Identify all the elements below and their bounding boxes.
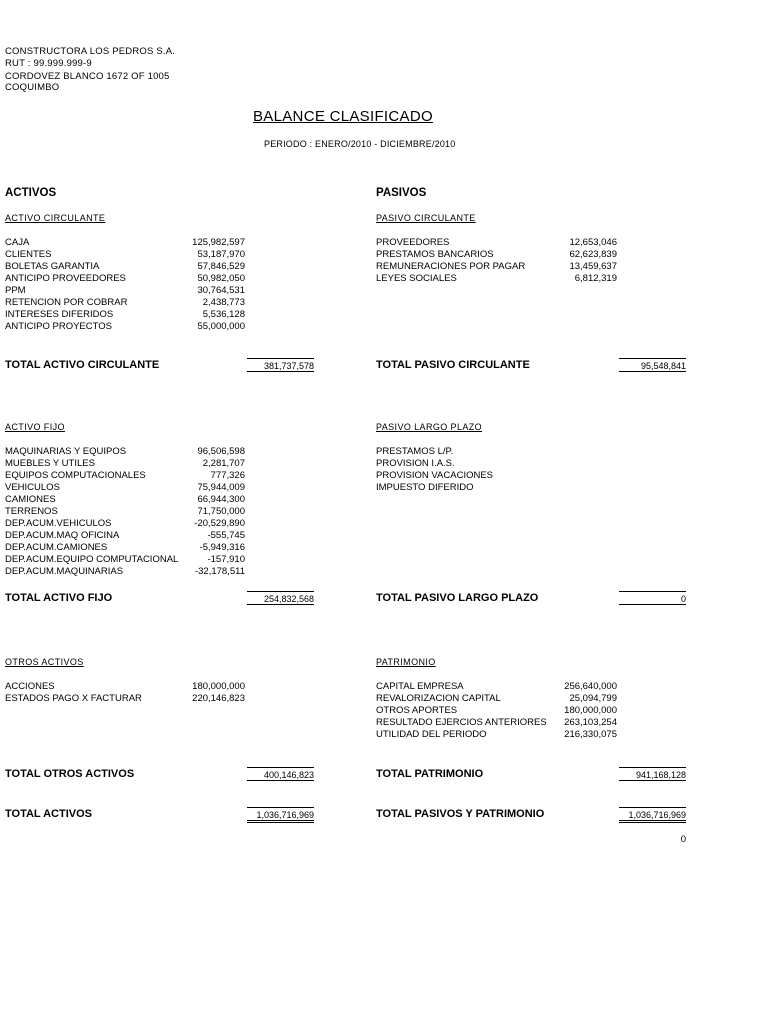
total-otros-activos-label: TOTAL OTROS ACTIVOS — [5, 768, 135, 780]
list-item: REMUNERACIONES POR PAGAR 13,459,637 — [376, 261, 617, 272]
period: PERIODO : ENERO/2010 - DICIEMBRE/2010 — [264, 139, 456, 149]
total-activo-fijo-value: 254,832,568 — [247, 591, 314, 605]
list-item: DEP.ACUM.VEHICULOS -20,529,890 — [5, 518, 245, 529]
company-address: CORDOVEZ BLANCO 1672 OF 1005 — [5, 71, 170, 82]
total-patrimonio-label: TOTAL PATRIMONIO — [376, 768, 484, 780]
total-otros-activos-value: 400,146,823 — [247, 767, 314, 781]
list-item: MUEBLES Y UTILES 2,281,707 — [5, 458, 245, 469]
list-item: DEP.ACUM.MAQUINARIAS -32,178,511 — [5, 566, 245, 577]
list-item: PROVEEDORES 12,653,046 — [376, 237, 617, 248]
list-item: UTILIDAD DEL PERIODO 216,330,075 — [376, 729, 617, 740]
pasivo-circulante-list — [376, 237, 617, 285]
total-pasivos-patrimonio-value: 1,036,716,969 — [619, 807, 686, 823]
company-rut: RUT : 99.999.999-9 — [5, 58, 92, 69]
list-item: DEP.ACUM.MAQ OFICINA -555,745 — [5, 530, 245, 541]
document-title: BALANCE CLASIFICADO — [253, 108, 433, 125]
list-item: IMPUESTO DIFERIDO — [376, 482, 474, 493]
list-item: ESTADOS PAGO X FACTURAR 220,146,823 — [5, 693, 245, 704]
list-item: INTERESES DIFERIDOS 5,536,128 — [5, 309, 245, 320]
total-activo-circulante-label: TOTAL ACTIVO CIRCULANTE — [5, 359, 160, 371]
pasivo-largo-plazo-section: PASIVO LARGO PLAZO — [376, 422, 483, 432]
list-item: REVALORIZACION CAPITAL 25,094,799 — [376, 693, 617, 704]
patrimonio-section: PATRIMONIO — [376, 657, 436, 667]
total-pasivos-patrimonio-label: TOTAL PASIVOS Y PATRIMONIO — [376, 808, 545, 820]
list-item: RESULTADO EJERCIOS ANTERIORES 263,103,254 — [376, 717, 617, 728]
total-activo-fijo-label: TOTAL ACTIVO FIJO — [5, 592, 113, 604]
list-item: ANTICIPO PROVEEDORES 50,982,050 — [5, 273, 245, 284]
list-item: PROVISION VACACIONES — [376, 470, 494, 481]
otros-activos-section: OTROS ACTIVOS — [5, 657, 84, 667]
activo-circulante-list — [5, 237, 245, 333]
list-item: PROVISION I.A.S. — [376, 458, 455, 469]
list-item: LEYES SOCIALES 6,812,319 — [376, 273, 617, 284]
pasivo-largo-plazo-list — [376, 446, 617, 494]
list-item: CAPITAL EMPRESA 256,640,000 — [376, 681, 617, 692]
list-item: VEHICULOS 75,944,009 — [5, 482, 245, 493]
activo-fijo-list — [5, 446, 245, 578]
list-item: CAJA 125,982,597 — [5, 237, 245, 248]
activo-circulante-section: ACTIVO CIRCULANTE — [5, 213, 106, 223]
list-item: EQUIPOS COMPUTACIONALES 777,326 — [5, 470, 245, 481]
list-item: BOLETAS GARANTIA 57,846,529 — [5, 261, 245, 272]
pasivos-heading: PASIVOS — [376, 187, 427, 199]
list-item: MAQUINARIAS Y EQUIPOS 96,506,598 — [5, 446, 245, 457]
pasivo-circulante-section: PASIVO CIRCULANTE — [376, 213, 476, 223]
list-item: TERRENOS 71,750,000 — [5, 506, 245, 517]
list-item: ANTICIPO PROYECTOS 55,000,000 — [5, 321, 245, 332]
list-item: DEP.ACUM.EQUIPO COMPUTACIONAL -157,910 — [5, 554, 245, 565]
list-item: CLIENTES 53,187,970 — [5, 249, 245, 260]
patrimonio-list — [376, 681, 617, 741]
total-activos-value: 1,036,716,969 — [247, 807, 314, 823]
list-item: OTROS APORTES 180,000,000 — [376, 705, 617, 716]
list-item: PPM 30,764,531 — [5, 285, 245, 296]
list-item: PRESTAMOS L/P. — [376, 446, 454, 457]
list-item: ACCIONES 180,000,000 — [5, 681, 245, 692]
total-pasivo-largo-plazo-label: TOTAL PASIVO LARGO PLAZO — [376, 592, 539, 604]
company-city: COQUIMBO — [5, 82, 60, 93]
otros-activos-list — [5, 681, 245, 705]
activo-fijo-section: ACTIVO FIJO — [5, 422, 65, 432]
total-pasivo-circulante-value: 95,548,841 — [619, 358, 686, 372]
difference-check-value: 0 — [680, 834, 686, 845]
company-name: CONSTRUCTORA LOS PEDROS S.A. — [5, 46, 176, 57]
list-item: PRESTAMOS BANCARIOS 62,623,839 — [376, 249, 617, 260]
total-activos-label: TOTAL ACTIVOS — [5, 808, 92, 820]
total-pasivo-largo-plazo-value: 0 — [619, 591, 686, 605]
total-patrimonio-value: 941,168,128 — [619, 767, 686, 781]
list-item: RETENCION POR COBRAR 2,438,773 — [5, 297, 245, 308]
total-activo-circulante-value: 381,737,578 — [247, 358, 314, 372]
activos-heading: ACTIVOS — [5, 187, 57, 199]
list-item: DEP.ACUM.CAMIONES -5,949,316 — [5, 542, 245, 553]
total-pasivo-circulante-label: TOTAL PASIVO CIRCULANTE — [376, 359, 530, 371]
list-item: CAMIONES 66,944,300 — [5, 494, 245, 505]
